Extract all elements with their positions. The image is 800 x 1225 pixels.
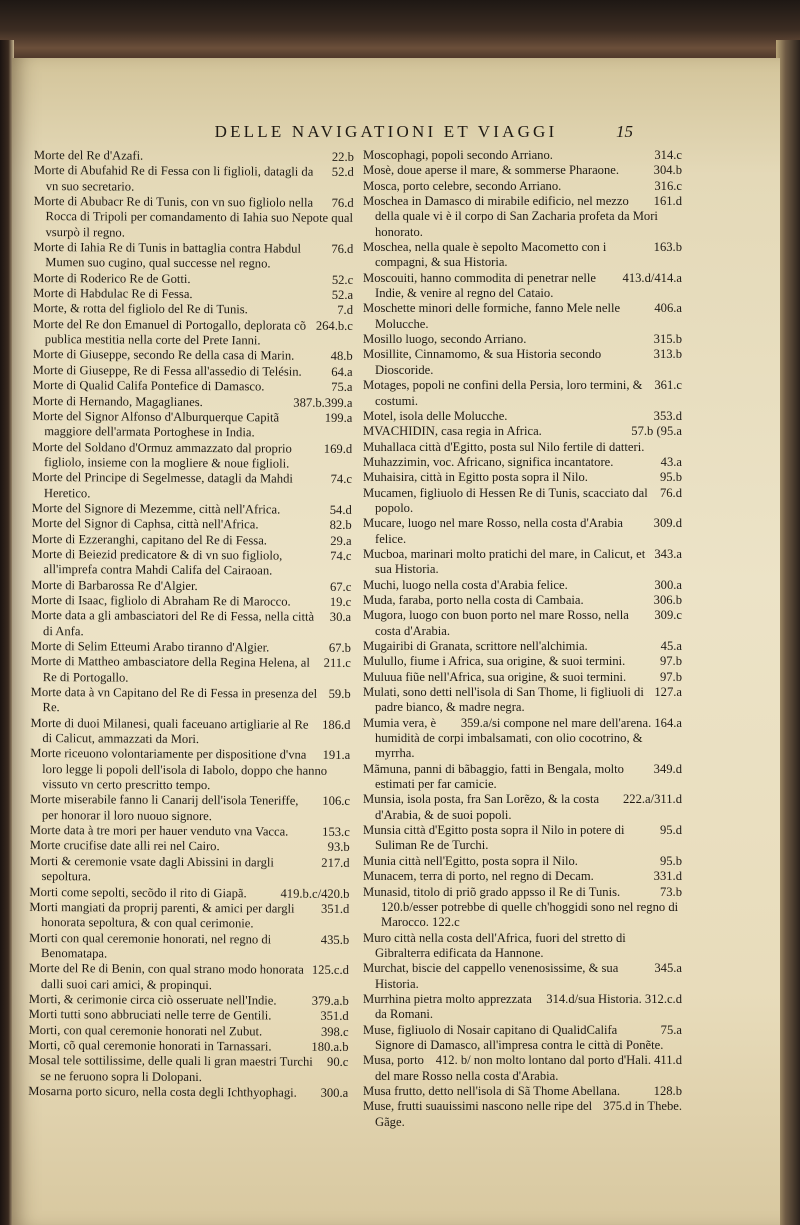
index-entry [363, 670, 682, 685]
index-entry-text: Morti con qual ceremonie honorati, nel regno di Benomatapa. [29, 930, 272, 961]
index-entry-reference: 379.a.b [311, 993, 349, 1008]
index-entry [31, 685, 351, 718]
index-entry-reference: 74.c [330, 548, 352, 563]
index-entry-reference: 351.d [320, 901, 350, 916]
index-entry-reference: 93.b [327, 840, 350, 855]
index-entry [363, 639, 682, 654]
index-entry-text: Musa, porto del mare Rosso nella costa d'Arabia. [363, 1053, 559, 1083]
index-entry-reference: 349.d [653, 761, 682, 776]
index-entry [32, 440, 352, 473]
index-entry-text: Mosillo luogo, secondo Arriano. [363, 332, 527, 347]
index-entry [363, 1084, 682, 1099]
index-entry-text: Munsia, isola posta, fra San Lorẽzo, & la costa d'Arabia, & de suoi popoli. [363, 792, 600, 822]
index-entry [31, 654, 351, 687]
index-entry-text: Morte di Beiezid predicatore & di vn suo figliolo, all'imprefa contra Mahdi Califa del Cairaoan. [31, 546, 283, 578]
index-entry-reference: 345.a [654, 961, 682, 976]
index-entry-reference: 331.d [653, 869, 682, 884]
index-entry [363, 486, 682, 517]
index-entry-reference: 67.b [328, 640, 351, 655]
index-entry-text: Morte di Abufahid Re di Fessa con li figlioli, datagli da vn suo secretario. [33, 163, 314, 194]
index-entry-reference: 406.a [654, 301, 682, 316]
index-entry-reference: 19.c [329, 594, 352, 609]
index-entry [363, 455, 682, 470]
index-entry-reference: 30.a [329, 610, 352, 625]
index-entry-reference: 90.c [327, 1055, 349, 1070]
index-entry-reference: 161.d [653, 194, 682, 209]
index-entry-reference: 264.b.c [315, 318, 353, 333]
index-entry-text: Muluua fiũe nell'Africa, sua origine, & suoi termini. [363, 669, 627, 684]
index-entry [363, 593, 682, 608]
index-entry [363, 271, 682, 302]
index-entry-text: Morte di Selim Etteumi Arabo tiranno d'Algier. [30, 638, 270, 655]
index-entry [363, 654, 682, 669]
index-entry-reference: 419.b.c/420.b [280, 886, 350, 901]
index-entry-reference: 75.a [660, 1022, 682, 1037]
index-entry [29, 900, 349, 933]
index-entry [34, 163, 354, 196]
index-entry-text: Morti, cõ qual ceremonie honorati in Tarnassari. [28, 1037, 272, 1054]
index-entry-text: Motages, popoli ne confini della Persia, loro termini, & costumi. [363, 378, 643, 408]
index-entry-reference: 359.a/si compone nel mare dell'arena. 164.a [460, 715, 682, 730]
index-entry [363, 1023, 682, 1054]
index-entry-text: Mosal tele sottilissime, delle quali li gran maestri Turchi se ne feruono sopra li Dolopani. [28, 1053, 313, 1084]
index-entry-reference: 375.d in Thebe. [603, 1099, 682, 1114]
index-entry-text: Morte di Ezzeranghi, capitano del Re di Fessa. [31, 531, 268, 548]
index-entry-reference: 54.d [329, 502, 352, 517]
index-entry-reference: 304.b [653, 163, 682, 178]
index-entry-reference: 59.b [328, 686, 351, 701]
index-entry [33, 240, 353, 273]
index-entry-text: Morte di Roderico Re de Gotti. [33, 270, 191, 286]
index-entry-reference: 222.a/311.d [623, 792, 682, 807]
index-entry-reference: 412. b/ non molto lontano dal porto d'Hali. 411.d [435, 1053, 682, 1068]
index-entry-text: Muse, figliuolo di Nosair capitano di QualidCalifa Signore di Damasco, all'impresa contra le città di Ponẽte. [363, 1022, 664, 1052]
index-entry-reference: 351.d [320, 1009, 349, 1024]
index-entry-text: Morte di Isaac, figliolo di Abraham Re di Marocco. [31, 592, 291, 609]
index-entry-text: Muhaisira, città in Egitto posta sopra il Nilo. [363, 470, 588, 485]
index-entry-text: Moschea in Damasco di mirabile edificio, nel mezzo della quale vi è il corpo di San Zacharia profeta da Mori honorato. [363, 194, 658, 239]
index-entry-text: Morte del Signor di Caphsa, città nell'Africa. [31, 516, 259, 532]
index-entry-text: Mucamen, figliuolo di Hessen Re di Tunis, scacciato dal popolo. [363, 485, 648, 515]
index-entry-reference: 306.b [653, 592, 682, 607]
index-entry-text: Mumia vera, è humidità de corpi imbalsamati, con olio cocotrino, & myrrha. [363, 715, 643, 761]
index-entry [363, 885, 682, 900]
index-entry-text: Munsia città d'Egitto posta sopra il Nilo in potere di Suliman Re de Turchi. [363, 823, 625, 853]
index-entry [363, 301, 682, 332]
index-entry [363, 823, 682, 854]
index-entry-reference: 95.d [659, 823, 682, 838]
index-entry-text: Muda, faraba, porto nella costa di Cambaia. [363, 592, 584, 607]
index-entry-text: Morte riceuono volontariamente per dispositione d'vna loro legge li popoli dell'isola di Iabolo, doppo che hanno vissuto vn certo prescritto tempo. [30, 746, 328, 793]
index-entry-reference: 125.c.d [311, 962, 350, 978]
index-entry-text: Morte di Mattheo ambasciatore della Regina Helena, al Re di Portogallo. [30, 654, 310, 685]
index-entry [363, 762, 682, 793]
index-entry [29, 931, 349, 964]
index-entry-reference: 191.a [322, 748, 351, 763]
index-entry-text: Morte crucifise date alli rei nel Cairo. [29, 838, 220, 854]
index-column-right [363, 148, 682, 1130]
index-entry-reference: 316.c [654, 178, 682, 193]
index-entry [363, 547, 682, 578]
index-entry-reference: 106.c [322, 794, 351, 809]
index-entry [363, 869, 682, 884]
index-entry-reference: 29.a [330, 533, 352, 548]
index-entry-text: Morte del Signore di Mezemme, città nell'Africa. [31, 500, 281, 517]
index-entry-reference: 353.d [653, 408, 682, 423]
page-number: 15 [616, 122, 633, 141]
index-entry-text: Muse, frutti suauissimi nascono nelle ripe del Gãge. [363, 1099, 593, 1129]
index-entry-text: Morte del Soldano d'Ormuz ammazzato dal proprio figliolo, insieme con la mogliere & noue figlioli. [32, 439, 292, 471]
index-entry-reference: 180.a.b [311, 1039, 349, 1054]
index-entry-reference: 361.c [654, 378, 682, 393]
index-entry-text: Morte di Iahia Re di Tunis in battaglia contra Habdul Mumen suo cugino, qual successe nel regno. [33, 240, 302, 271]
index-entry-text: MVACHIDIN, casa regia in Africa. [363, 424, 542, 439]
index-entry-text: Murrhina pietra molto apprezzata da Romani. [363, 991, 532, 1022]
index-entry-text: Mucboa, marinari molto pratichi del mare, in Calicut, et sua Historia. [363, 546, 646, 577]
index-entry-reference: 300.a [654, 577, 682, 592]
index-entry-text: Morte del Re di Benin, con qual strano modo honorata dalli suoi cari amici, & propinqui. [28, 961, 304, 992]
index-entry-text: Morti & ceremonie vsate dagli Abissini in dargli sepoltura. [29, 853, 274, 884]
index-entry-reference: 186.d [322, 717, 351, 732]
index-entry-reference: 67.c [329, 579, 352, 594]
index-entry [363, 378, 682, 409]
index-entry-reference: 387.b.399.a [293, 395, 353, 410]
index-entry-text: Munacem, terra di porto, nel regno di Decam. [363, 869, 594, 884]
index-entry [363, 1099, 682, 1130]
index-entry-text: Morte data a gli ambasciatori del Re di Fessa, nella città di Anfa. [31, 608, 315, 638]
index-entry-text: Morte del Re don Emanuel di Portogallo, deplorata cõ publica mestitia nella corte del Prete Ianni. [32, 316, 307, 348]
index-entry-text: Mosca, porto celebre, secondo Arriano. [363, 178, 562, 193]
index-entry [32, 409, 352, 442]
index-entry [363, 409, 682, 424]
index-entry-text: Munia città nell'Egitto, posta sopra il Nilo. [363, 853, 578, 868]
index-entry-text: Morte di Abubacr Re di Tunis, con vn suo figliolo nella Rocca di Tripoli per comandamento di Iahia suo Nepote qual vsurpò il regno. [33, 194, 354, 240]
index-entry-text: Morte data à tre mori per hauer venduto vna Vacca. [29, 823, 289, 839]
index-entry [363, 440, 682, 455]
index-entry-text: Morte data à vn Capitano del Re di Fessa in presenza del Re. [30, 685, 318, 715]
index-entry-reference: 97.b [659, 669, 682, 684]
index-entry-text: Morte di Habdulac Re di Fessa. [33, 286, 193, 302]
index-entry [363, 792, 682, 823]
index-entry-reference: 199.a [324, 410, 353, 425]
index-entry-text: Moschette minori delle formiche, fanno Mele nelle Molucche. [363, 301, 621, 331]
index-entry [363, 470, 682, 485]
index-entry-text: Mosè, doue aperse il mare, & sommerse Pharaone. [363, 163, 619, 178]
index-entry [363, 194, 682, 240]
index-entry-text: Morte del Signor Alfonso d'Alburquerque Capitã maggiore dell'armata Portoghese in India. [32, 408, 280, 440]
index-entry-text: Mosarna porto sicuro, nella costa degli Ichthyophagi. [28, 1083, 297, 1100]
index-entry-reference: 76.d [659, 485, 682, 500]
index-entry-reference: 76.d [331, 241, 354, 257]
index-entry-text: Morte di duoi Milanesi, quali faceuano artigliarie al Re di Calicut, ammazzati da Mori. [30, 715, 309, 747]
index-entry-reference: 95.b [659, 470, 682, 485]
index-entry-reference: 128.b [653, 1083, 682, 1098]
index-entry [363, 578, 682, 593]
index-entry [363, 1053, 682, 1084]
index-entry [363, 608, 682, 639]
index-entry-text: Morte di Qualid Califa Pontefice di Damasco. [32, 378, 265, 394]
index-entry-text: Moschea, nella quale è sepolto Macometto con i compagni, & sua Historia. [363, 240, 607, 270]
index-entry [30, 746, 350, 794]
index-entry [363, 424, 682, 439]
index-entry [363, 854, 682, 869]
index-entry-reference: 153.c [322, 824, 350, 840]
index-entry [31, 608, 351, 641]
index-entry-text: Morte miserabile fanno li Canarij dell'isola Teneriffe, per honorar il loro nuouo signore. [29, 792, 299, 823]
index-entry-reference: 413.d/414.a [622, 270, 682, 285]
index-entry-text: Muhazzimin, voc. Africano, significa incantatore. [363, 454, 614, 469]
index-entry [363, 716, 682, 762]
index-entry-reference: 314.d/sua Historia. 312.c.d [546, 991, 682, 1006]
index-entry-reference: 74.c [330, 472, 353, 487]
index-entry [29, 961, 349, 994]
index-entry-text: Murchat, biscie del cappello venenosissime, & sua Historia. [363, 961, 619, 991]
index-entry-text: Morte di Giuseppe, secondo Re della casa di Marin. [32, 347, 295, 364]
index-entry-reference: 309.c [654, 608, 682, 623]
index-entry-reference: 211.c [323, 656, 351, 671]
index-entry [363, 685, 682, 716]
index-entry [28, 1053, 348, 1086]
index-entry [30, 716, 350, 749]
index-entry-text: Musa frutto, detto nell'isola di Sã Thome Abellana. [363, 1083, 621, 1098]
index-entry-text: Muchi, luogo nella costa d'Arabia felice. [363, 577, 568, 592]
index-entry [31, 547, 351, 580]
index-entry [363, 179, 682, 194]
index-entry-text: Morte di Giuseppe, Re di Fessa all'assedio di Telésin. [32, 362, 302, 379]
index-entry [363, 900, 682, 961]
index-entry-text: Mãmuna, panni di bãbaggio, fatti in Bengala, molto estimati per far camicie. [363, 761, 624, 792]
index-entry [32, 470, 352, 503]
index-entry-reference: 97.b [659, 654, 682, 669]
index-entry-reference: 52.c [331, 272, 354, 287]
index-entry-text: Moscouiti, hanno commodita di penetrar nelle Indie, & venire al regno del Cataio. [363, 270, 596, 301]
index-entry-text: Morte del Re d'Azafi. [33, 148, 144, 163]
index-entry-text: Mulati, sono detti nell'isola di San Thome, li figliuoli di padre bianco, & madre negra. [363, 685, 644, 715]
index-entry-reference: 163.b [653, 240, 682, 255]
index-entry [363, 332, 682, 347]
index-entry-reference: 313.b [653, 347, 682, 362]
index-entry-reference: 169.d [323, 441, 353, 456]
running-head: DELLE NAVIGATIONI ET VIAGGI [214, 122, 558, 141]
index-entry [363, 163, 682, 178]
index-entry-text: Mulullo, fiume i Africa, sua origine, & suoi termini. [363, 654, 626, 669]
index-entry-text: Mosillite, Cinnamomo, & sua Historia secondo Dioscoride. [363, 347, 602, 377]
index-entry-reference: 398.c [320, 1024, 349, 1039]
index-entry-text: Muhallaca città d'Egitto, posta sul Nilo fertile di datteri. [363, 439, 645, 454]
index-entry-text: Morti mangiati da proprij parenti, & amici per dargli honorata sepoltura, & con qual cerimonie. [29, 899, 295, 931]
index-entry-reference: 43.a [660, 454, 682, 469]
index-entry-text: Morte di Hernando, Magaglianes. [32, 393, 203, 409]
index-entry [363, 347, 682, 378]
index-column-left [28, 148, 354, 1101]
index-entry-reference: 309.d [653, 516, 682, 531]
index-entry-reference: 64.a [331, 364, 353, 379]
index-entry-reference: 75.a [331, 379, 353, 395]
index-entry-reference: 127.a [654, 685, 682, 700]
index-entry-text: Moscophagi, popoli secondo Arriano. [363, 148, 553, 162]
index-entry-reference: 120.b/esser potrebbe di quelle ch'hoggidi sono nel regno di Marocco. 122.c [381, 899, 679, 930]
index-entry-text: Morti come sepolti, secõdo il rito di Giapã. [29, 884, 247, 900]
index-entry [363, 961, 682, 992]
index-entry-reference: 82.b [329, 518, 352, 533]
index-entry-reference: 435.b [320, 932, 350, 947]
index-entry [33, 317, 353, 350]
index-entry-text: Morti tutti sono abbruciati nelle terre de Gentili. [28, 1007, 272, 1023]
index-entry [363, 240, 682, 271]
index-entry-text: Motel, isola delle Molucche. [363, 408, 508, 423]
index-entry-reference: 57.b (95.a [631, 424, 682, 439]
index-entry-text: Muro città nella costa dell'Africa, fuori del stretto di Gibralterra edificata da Hannone. [363, 930, 626, 960]
index-entry [33, 194, 353, 242]
index-entry-text: Morte di Barbarossa Re d'Algier. [31, 577, 198, 593]
index-entry [363, 516, 682, 547]
index-entry-reference: 300.a [320, 1085, 349, 1100]
book-page [12, 58, 780, 1225]
index-entry-reference: 76.d [331, 195, 354, 210]
index-entry-reference: 48.b [330, 349, 353, 364]
index-entry-text: Morti, & cerimonie circa ciò osseruate nell'Indie. [28, 991, 277, 1008]
index-entry-text: Mucare, luogo nel mare Rosso, nella costa d'Arabia felice. [363, 516, 624, 546]
index-entry-text: Morte del Principe di Segelmesse, datagli da Mahdi Heretico. [31, 470, 293, 500]
index-entry-text: Mugora, luogo con buon porto nel mare Rosso, nella costa d'Arabia. [363, 608, 629, 638]
index-entry-text: Morte, & rotta del figliolo del Re di Tunis. [32, 301, 248, 317]
index-entry-reference: 73.b [659, 884, 682, 899]
index-entry [28, 1084, 348, 1101]
index-entry-text: Mugairibi di Granata, scrittore nell'alchimia. [363, 639, 588, 653]
index-entry-reference: 314.c [654, 148, 682, 162]
index-entry-reference: 52.a [331, 287, 354, 303]
index-entry-reference: 217.d [321, 855, 350, 870]
index-entry [363, 148, 682, 163]
index-entry-text: Munasid, titolo di priõ grado appsso il Re di Tunis. [363, 884, 621, 899]
index-entry-reference: 7.d [337, 303, 354, 318]
index-entry-reference: 45.a [660, 639, 682, 653]
index-entry-reference: 22.b [331, 149, 354, 164]
index-entry [30, 854, 350, 887]
index-entry-reference: 343.a [654, 546, 682, 561]
index-entry [363, 992, 682, 1023]
index-entry-reference: 52.d [331, 165, 354, 180]
index-entry-reference: 315.b [653, 332, 682, 347]
index-entry-reference: 95.b [659, 853, 682, 868]
index-entry-text: Morti, con qual ceremonie honorati nel Zubut. [28, 1022, 263, 1039]
index-entry [30, 792, 350, 825]
